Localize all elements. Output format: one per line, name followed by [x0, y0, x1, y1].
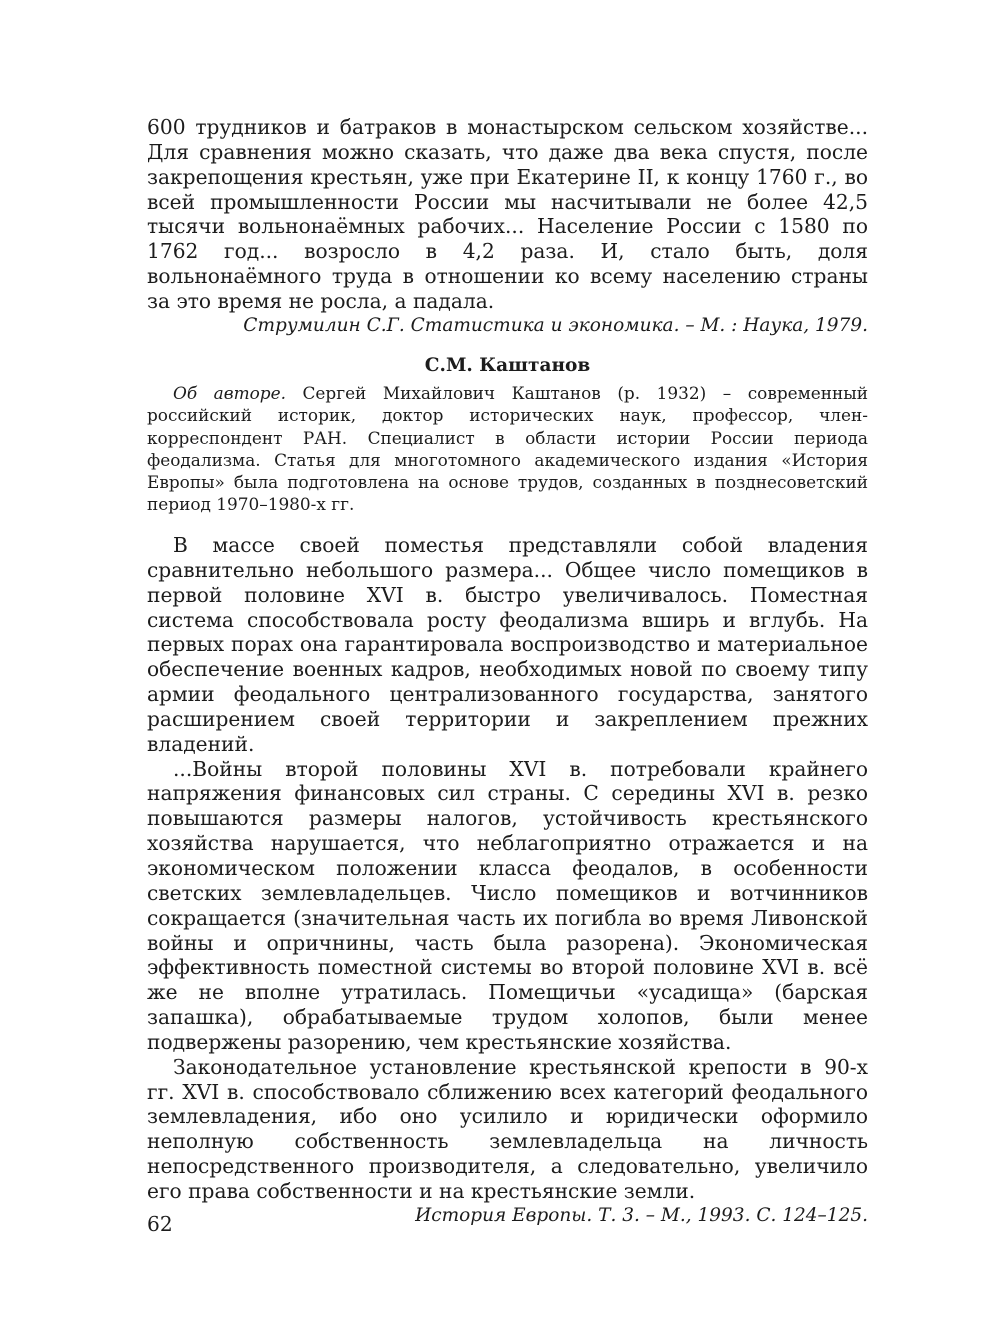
- quote-strumilin: [147, 115, 868, 338]
- author-about-text: [147, 382, 868, 516]
- page-number: 62: [147, 1212, 173, 1236]
- quote-paragraph: В массе своей поместья представляли собой владения сравнительно небольшого размера... Общее число помещиков в первой половине XVI в. быстро увеличивалось. Поместная система способствовала росту феодализма вширь и вглубь. На первых порах она гарантировала воспроизводство и материальное обеспечение военных кадров, необходимых новой по своему типу армии феодального централизованного государства, занятого расширением своей территории и закреплением прежних владений.: [147, 533, 868, 756]
- quote-kashtanov: [147, 533, 868, 1228]
- quote-paragraph: 600 трудников и батраков в монастырском сельском хозяйстве... Для сравнения можно сказать, что даже два века спустя, после закрепощения крестьян, уже при Екатерине II, к концу 1760 г., во всей промышленности России мы насчитывали не более 42,5 тысячи вольнонаёмных рабочих... Население России с 1580 по 1762 год... возросло в 4,2 раза. И, стало быть, доля вольнонаёмного труда в отношении ко всему населению страны за это время не росла, а падала.: [147, 115, 868, 313]
- author-section: [147, 354, 868, 378]
- about-body: Сергей Михайлович Каштанов (р. 1932) – современный российский историк, доктор исторических наук, профессор, член-корреспондент РАН. Специалист в области истории России периода феодализма. Статья для многотомного академического издания «История Европы» была подготовлена на основе трудов, созданных в позднесоветский период 1970–1980-х гг.: [147, 383, 868, 515]
- quote-citation: Струмилин С.Г. Статистика и экономика. – М. : Наука, 1979.: [243, 314, 868, 336]
- author-about: [147, 382, 868, 516]
- quote-citation: История Европы. Т. 3. – М., 1993. С. 124–125.: [415, 1204, 868, 1226]
- author-heading: С.М. Каштанов: [424, 355, 591, 376]
- quote-paragraph: ...Войны второй половины XVI в. потребовали крайнего напряжения финансовых сил страны. С середины XVI в. резко повышаются размеры налогов, устойчивость крестьянского хозяйства нарушается, что неблагоприятно отражается и на экономическом положении класса феодалов, в особенности светских землевладельцев. Число помещиков и вотчинников сокращается (значительная часть их погибла во время Ливонской войны и опричнины, часть была разорена). Экономическая эффективность поместной системы во второй половине XVI в. всё же не вполне утратилась. Помещичьи «усадища» (барская запашка), обрабатываемые трудом холопов, были менее подвержены разорению, чем крестьянские хозяйства.: [147, 756, 868, 1054]
- about-label: Об авторе.: [173, 383, 286, 403]
- quote-paragraph: Законодательное установление крестьянской крепости в 90-х гг. XVI в. способствовало сближению всех категорий феодального землевладения, ибо оно усилило и юридически оформило неполную собственность землевладельца на личность непосредственного производителя, а следовательно, увеличило его права собственности и на крестьянские земли.: [147, 1054, 868, 1203]
